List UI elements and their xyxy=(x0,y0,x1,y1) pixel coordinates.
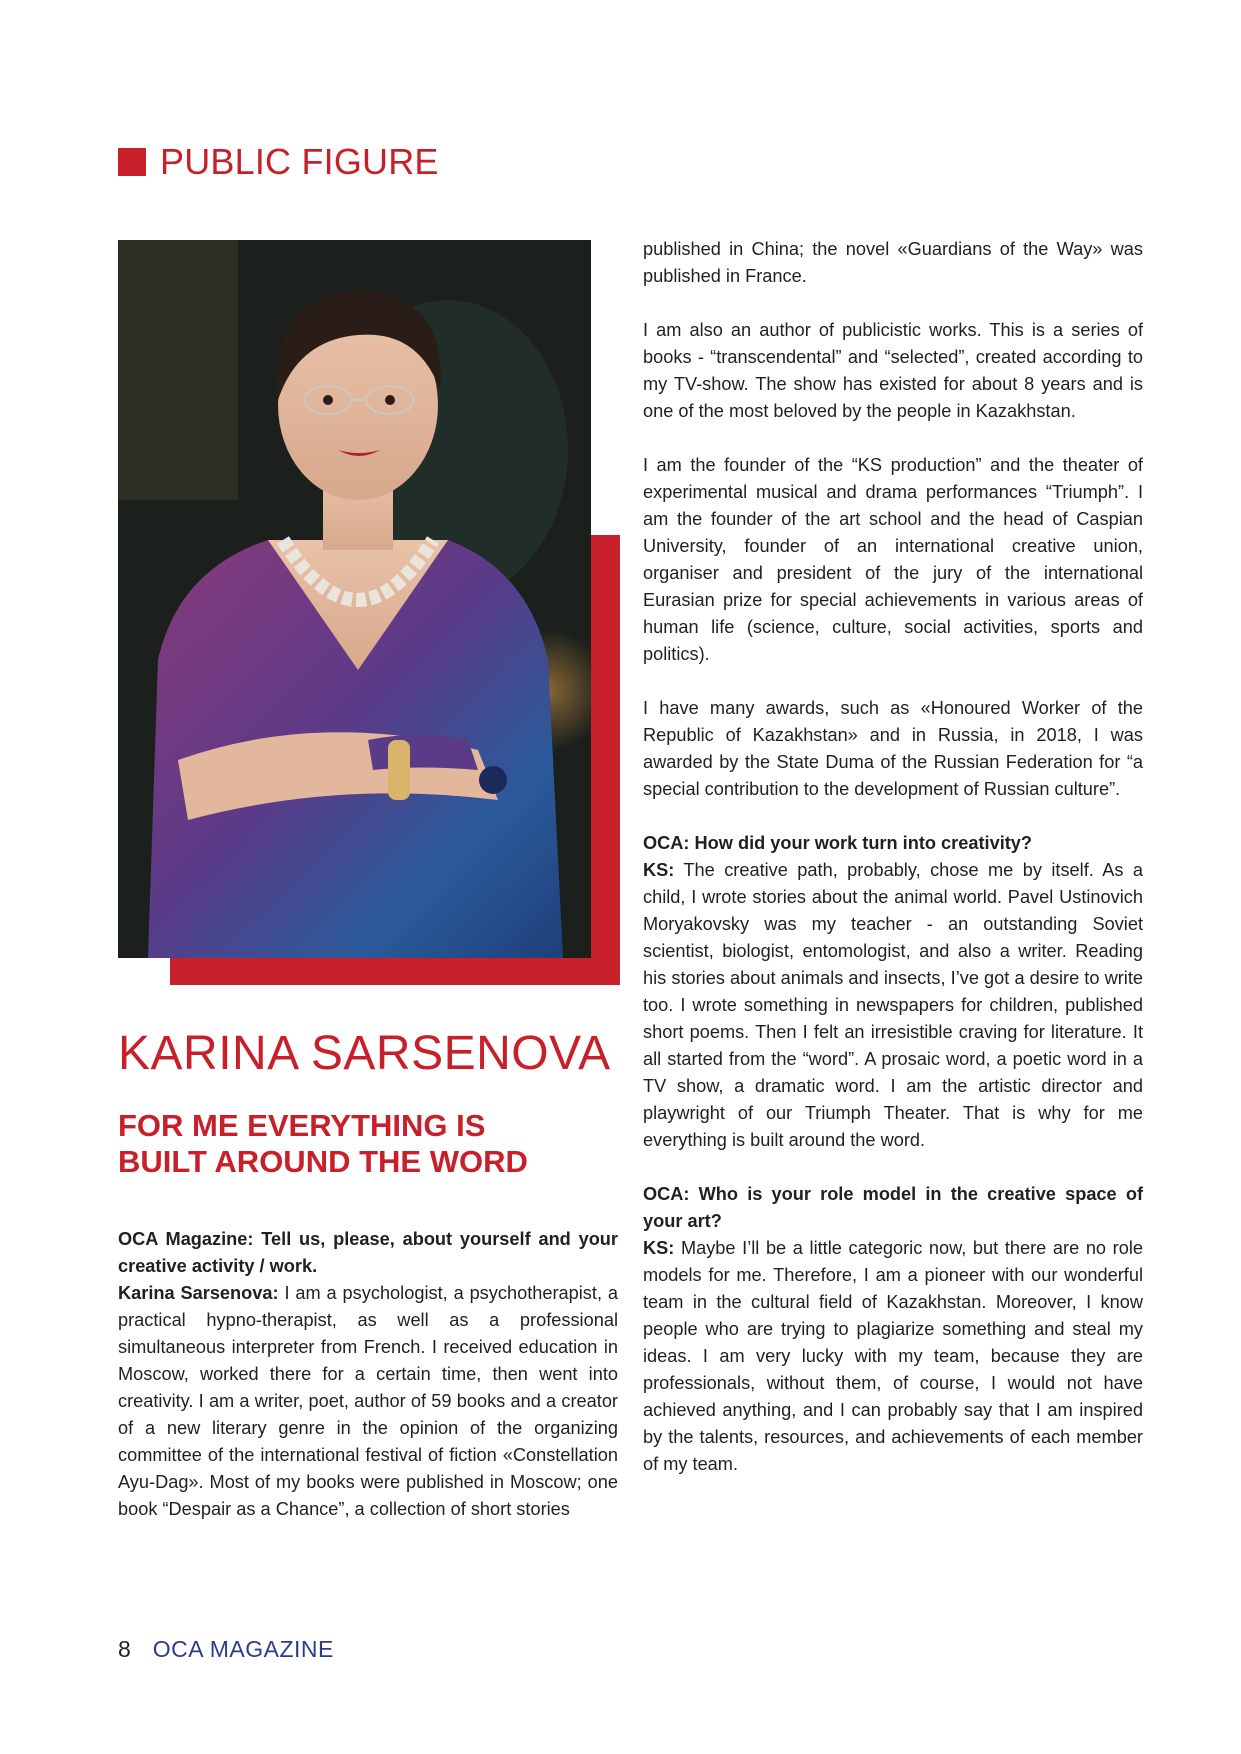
article-column-right xyxy=(643,236,1143,1478)
magazine-name: OCA MAGAZINE xyxy=(152,1635,334,1662)
answer-3-speaker: KS: xyxy=(643,1238,675,1258)
interview-block-3 xyxy=(643,1181,1143,1478)
answer-2-speaker: KS: xyxy=(643,860,675,880)
section-square-icon xyxy=(118,148,146,176)
subtitle-line-1: FOR ME EVERYTHING IS xyxy=(118,1108,486,1143)
interview-block-1 xyxy=(118,1226,618,1523)
article-subtitle xyxy=(118,1108,618,1180)
paragraph-1: published in China; the novel «Guardians of the Way» was published in France. xyxy=(643,239,1143,286)
paragraph-4: I have many awards, such as «Honoured Worker of the Republic of Kazakhstan» and in Russia, in 2018, I was awarded by the State Duma of the Russian Federation for “a special contribution to the development of Russian culture”. xyxy=(643,698,1143,799)
portrait-illustration xyxy=(118,240,591,958)
article-name-heading: KARINA SARSENOVA xyxy=(118,1027,611,1080)
answer-1-text: I am a psychologist, a psychotherapist, a practical hypno-therapist, as well as a professional simultaneous interpreter from French. I received education in Moscow, worked there for a certain time, then went into creativity. I am a writer, poet, author of 59 books and a creator of a new literary genre in the opinion of the organizing committee of the international festival of fiction «Constellation Ayu-Dag». Most of my books were published in Moscow; one book “Despair as a Chance”, a collection of short stories xyxy=(118,1283,619,1519)
page-number: 8 xyxy=(118,1635,131,1662)
section-header xyxy=(118,140,439,184)
section-title: PUBLIC FIGURE xyxy=(160,141,439,182)
article-column-left xyxy=(118,1226,618,1523)
paragraph-3: I am the founder of the “KS production” and the theater of experimental musical and drama performances “Triumph”. I am the founder of the art school and the head of Caspian University, founder of an international creative union, organiser and president of the jury of the international Eurasian prize for special achievements in various areas of human life (science, culture, social activities, sports and politics). xyxy=(643,455,1143,664)
question-1: OCA Magazine: Tell us, please, about yourself and your creative activity / work. xyxy=(118,1229,618,1276)
answer-3-text: Maybe I’ll be a little categoric now, but there are no role models for me. Therefore, I am a pioneer with our wonderful team in the cultural field of Kazakhstan. Moreover, I know people who are trying to plagiarize something and steal my ideas. I am very lucky with my team, because they are professionals, without them, of course, I would not have achieved anything, and I can probably say that I am inspired by the talents, resources, and achievements of each member of my team. xyxy=(643,1238,1143,1474)
portrait-photo xyxy=(118,240,591,958)
answer-2-text: The creative path, probably, chose me by itself. As a child, I wrote stories about the animal world. Pavel Ustinovich Moryakovsky was my teacher - an outstanding Soviet scientist, biologist, entomologist, and also a writer. Reading his stories about animals and insects, I’ve got a desire to write too. I wrote something in newspapers for children, published short poems. Then I felt an irresistible craving for literature. It all started from the “word”. A prosaic word, a poetic word in a TV show, a dramatic word. I am the artistic director and playwright of our Triumph Theater. That is why for me everything is built around the word. xyxy=(643,860,1143,1150)
answer-1-speaker: Karina Sarsenova: xyxy=(118,1283,279,1303)
interview-block-2 xyxy=(643,830,1143,1154)
page-footer xyxy=(118,1634,334,1664)
question-3: OCA: Who is your role model in the creative space of your art? xyxy=(643,1184,1143,1231)
question-2: OCA: How did your work turn into creativity? xyxy=(643,833,1033,853)
paragraph-2: I am also an author of publicistic works. This is a series of books - “transcendental” and “selected”, created according to my TV-show. The show has existed for about 8 years and is one of the most beloved by the people in Kazakhstan. xyxy=(643,320,1143,421)
subtitle-line-2: BUILT AROUND THE WORD xyxy=(118,1144,528,1179)
